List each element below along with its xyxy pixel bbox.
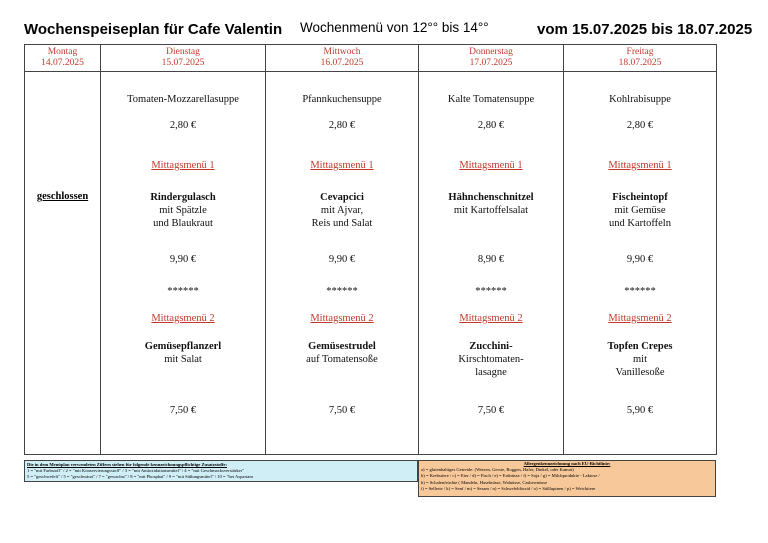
day-header-row xyxy=(25,45,717,72)
menu1-price: 8,90 € xyxy=(477,254,505,265)
menu1-title: Cevapcici xyxy=(320,192,364,203)
soup-price: 2,80 € xyxy=(169,120,197,131)
menu2-desc: auf Tomatensoße xyxy=(306,354,378,365)
menu1-title: Rindergulasch xyxy=(150,192,216,203)
page-header xyxy=(0,18,768,44)
allergens-line: i) = Sellerie / k) = Senf / m) = Sesam / n) = Schwefeldioxid / o) = Süßlupinen / p) = Weichtiere xyxy=(421,485,596,491)
additives-line: 5 = "geschwefelt" / 5 = "geschwärzt" / 7 = "gewachst" / 8 = "mit Phosphat" / 9 = "mit Süßungsmittel" / 10 = "bei Aspartam xyxy=(27,474,253,479)
soup-name: Pfannkuchensuppe xyxy=(302,94,382,105)
soup-price: 2,80 € xyxy=(477,120,505,131)
separator: ****** xyxy=(326,286,358,297)
menu1-title: Hähnchenschnitzel xyxy=(448,192,534,203)
page-title: Wochenspeiseplan für Cafe Valentin xyxy=(24,21,283,38)
menu2-desc: Kirschtomaten- xyxy=(458,354,524,365)
separator: ****** xyxy=(167,286,199,297)
soup-price: 2,80 € xyxy=(328,120,356,131)
menu2-label: Mittagsmenü 2 xyxy=(151,313,215,324)
day-header-thursday: Donnerstag 17.07.2025 xyxy=(419,45,564,72)
soup-name: Kohlrabisuppe xyxy=(609,94,671,105)
soup-name: Kalte Tomatensuppe xyxy=(447,94,535,105)
menu2-title: Topfen Crepes xyxy=(607,341,673,352)
menu1-desc: mit Gemüse xyxy=(614,205,666,216)
day-header-wednesday: Mittwoch 16.07.2025 xyxy=(266,45,419,72)
additives-legend xyxy=(24,460,418,482)
menu1-title: Fischeintopf xyxy=(612,192,668,203)
day-cell-friday xyxy=(564,72,717,455)
menu-table xyxy=(24,44,717,455)
day-header-friday: Freitag 18.07.2025 xyxy=(564,45,717,72)
allergens-line: h) = Schalenfrüchte ( Mandeln, Haselnüsse, Walnüsse, Cashewnüsse xyxy=(421,479,548,485)
day-cell-wednesday xyxy=(266,72,419,455)
allergens-legend xyxy=(418,460,716,497)
additives-heading: Die in dem Menüplan verwendeten Ziffern stehen für folgende kennzeichnungspflichtige Zusatzstoffe: xyxy=(27,462,227,467)
closed-label: geschlossen xyxy=(36,191,89,202)
menu1-price: 9,90 € xyxy=(626,254,654,265)
menu2-price: 7,50 € xyxy=(328,405,356,416)
separator: ****** xyxy=(475,286,507,297)
menu2-label: Mittagsmenü 2 xyxy=(608,313,672,324)
soup-name: Tomaten-Mozzarellasuppe xyxy=(127,94,239,105)
menu2-title: Gemüsepflanzerl xyxy=(144,341,222,352)
menu1-desc: Reis und Salat xyxy=(311,218,373,229)
separator: ****** xyxy=(624,286,656,297)
menu1-desc: und Kartoffeln xyxy=(609,218,671,229)
menu1-price: 9,90 € xyxy=(169,254,197,265)
menu1-label: Mittagsmenü 1 xyxy=(310,160,374,171)
allergens-heading: Allergenkennzeichnung nach EU-Richtlinie: xyxy=(523,461,611,466)
menu1-label: Mittagsmenü 1 xyxy=(459,160,523,171)
menu2-label: Mittagsmenü 2 xyxy=(310,313,374,324)
additives-line: 1 = "mit Farbstoff" / 2 = "mit Konservierungsstoff" / 3 = "mit Antioxidationsmittel" / 4 = "mit Geschmacksverstärker" xyxy=(27,468,245,473)
menu2-price: 5,90 € xyxy=(626,405,654,416)
menu2-desc: Vanillesoße xyxy=(615,367,665,378)
menu2-title: Zucchini- xyxy=(469,341,513,352)
menu-time: Wochenmenü von 12°° bis 14°° xyxy=(300,20,489,35)
menu2-label: Mittagsmenü 2 xyxy=(459,313,523,324)
day-cell-thursday xyxy=(419,72,564,455)
menu1-price: 9,90 € xyxy=(328,254,356,265)
menu2-desc: mit xyxy=(632,354,647,365)
soup-price: 2,80 € xyxy=(626,120,654,131)
allergens-line: a) = glutenhaltiges Getreide: (Weizen, Gerste, Roggen, Hafer, Dinkel, oder Kamut) xyxy=(421,467,574,473)
day-cell-monday xyxy=(25,72,101,455)
menu2-desc: lasagne xyxy=(475,367,507,378)
day-header-tuesday: Dienstag 15.07.2025 xyxy=(101,45,266,72)
date-range: vom 15.07.2025 bis 18.07.2025 xyxy=(537,21,753,38)
menu2-price: 7,50 € xyxy=(169,405,197,416)
day-header-monday: Montag 14.07.2025 xyxy=(25,45,101,72)
menu1-label: Mittagsmenü 1 xyxy=(151,160,215,171)
menu-body-row xyxy=(25,72,717,455)
menu1-desc: mit Ajvar, xyxy=(320,205,364,216)
day-cell-tuesday xyxy=(101,72,266,455)
menu2-title: Gemüsestrudel xyxy=(308,341,376,352)
menu1-desc: mit Spätzle xyxy=(159,205,207,216)
menu2-desc: mit Salat xyxy=(164,354,202,365)
menu1-desc: und Blaukraut xyxy=(153,218,213,229)
menu2-price: 7,50 € xyxy=(477,405,505,416)
menu1-desc: mit Kartoffelsalat xyxy=(453,205,529,216)
menu1-label: Mittagsmenü 1 xyxy=(608,160,672,171)
allergens-line: b) = Krebstiere / c) = Eier / d) = Fisch / e) = Erdnüsse / f) = Soja / g) = Milchprodukte - Laktose / xyxy=(421,473,600,479)
